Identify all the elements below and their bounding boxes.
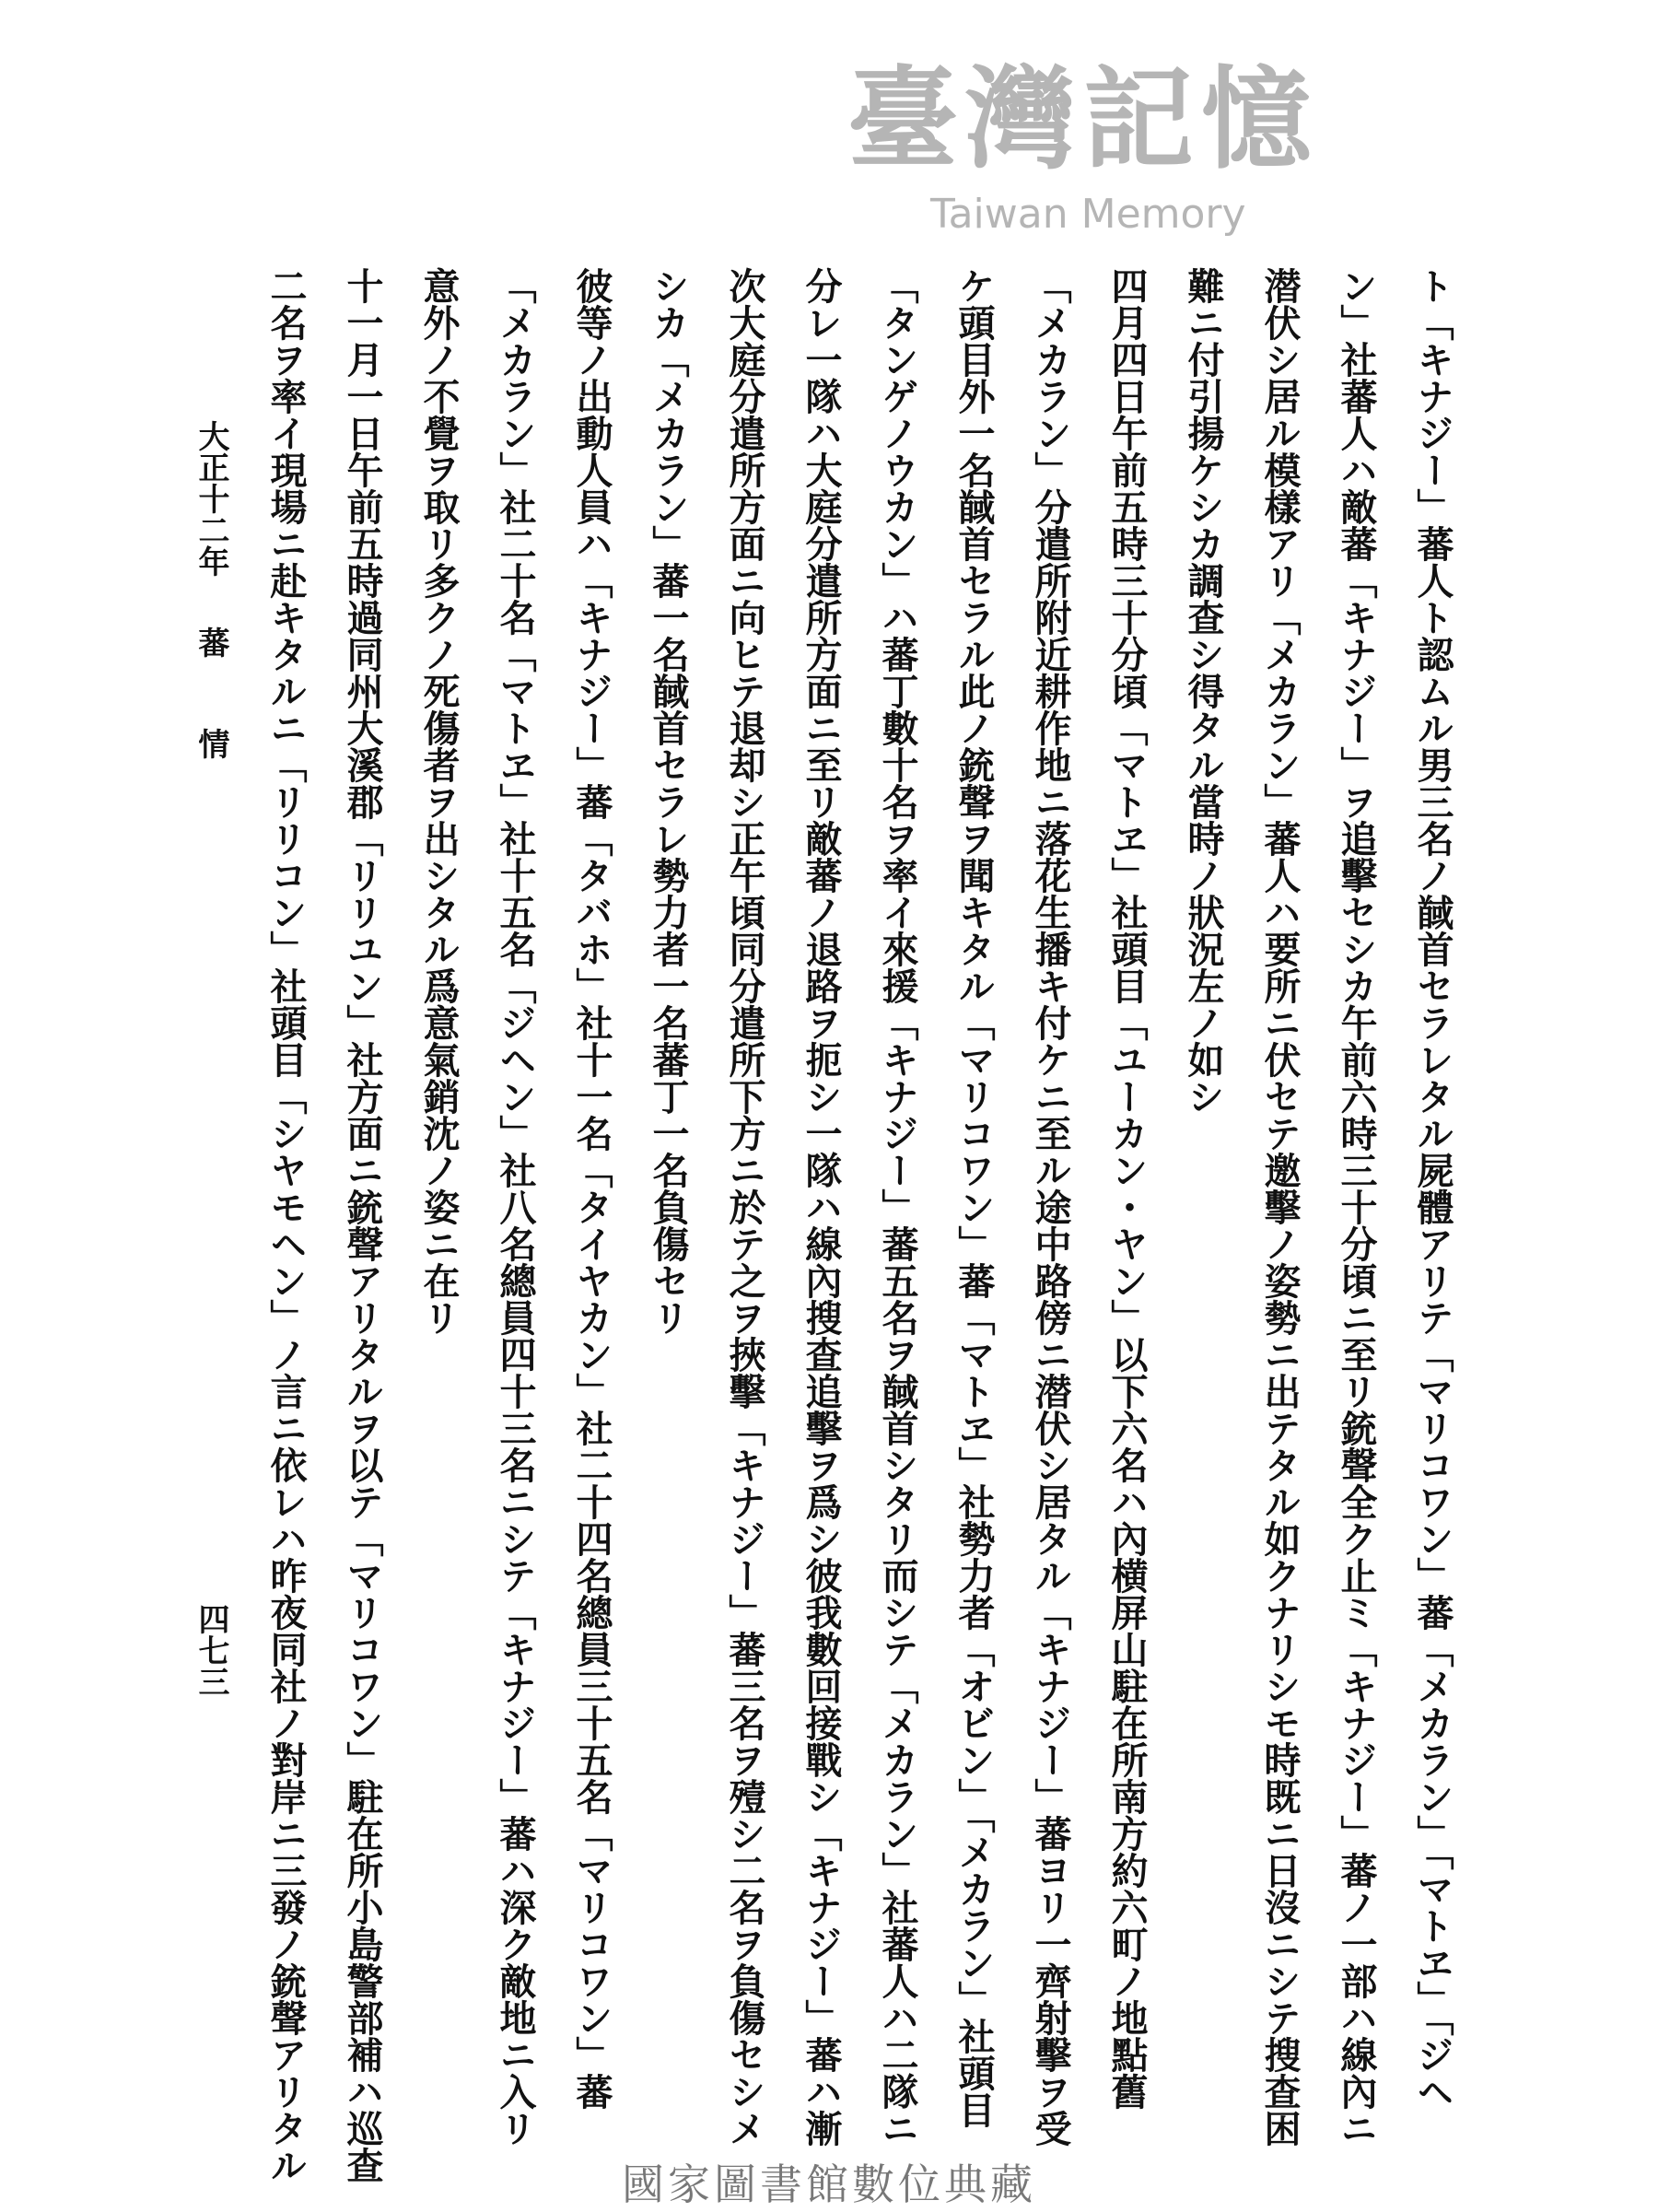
text-column: 難ニ付引揚ケシカ調查シ得タル當時ノ狀況左ノ如シ: [1182, 267, 1225, 1115]
text-column: ン」社蕃人ハ敵蕃「キナジー」ヲ追擊セシカ午前六時三十分頃ニ至リ銃聲全ク止ミ「キナジー」蕃ノ一部ハ線內ニ: [1335, 267, 1378, 2147]
text-column: 「メカラン」社二十名「マトヱ」社十五名「ジヘン」社八名總員四十三名ニシテ「キナジー」蕃ハ深ク敵地ニ入リ: [494, 267, 537, 2147]
text-column: 四月四日午前五時三十分頃「マトヱ」社頭目「ユーカン・ヤン」以下六名ハ內横屏山駐在所南方約六町ノ地點舊: [1105, 267, 1149, 2110]
text-column: ケ頭目外一名馘首セラル此ノ銃聲ヲ聞キタル「マリコワン」蕃「マトヱ」社勢力者「オビン」「メカラン」社頭目: [952, 267, 996, 2128]
text-column: 潜伏シ居ル模樣アリ「メカラン」蕃人ハ要所ニ伏セテ邀擊ノ姿勢ニ出テタル如クナリシモ時既ニ日沒ニシテ搜查困: [1258, 267, 1302, 2147]
text-column: 二名ヲ率イ現場ニ赴キタルニ「リリコン」社頭目「シヤモヘン」ノ言ニ依レハ昨夜同社ノ對岸ニ三發ノ銃聲アリタル: [264, 267, 308, 2183]
text-column: 「メカラン」分遣所附近耕作地ニ落花生播キ付ケニ至ル途中路傍ニ潜伏シ居タル「キナジー」蕃ヨリ一齊射擊ヲ受: [1029, 267, 1072, 2147]
running-header-section: 情: [193, 728, 229, 759]
text-column: 十一月一日午前五時過同州大溪郡「リリユン」社方面ニ銃聲アリタルヲ以テ「マリコワン」駐在所小島警部補ハ巡查: [341, 267, 384, 2183]
text-column: 次大庭分遣所方面ニ向ヒテ退却シ正午頃同分遣所下方ニ於テ之ヲ挾擊「キナジー」蕃三名ヲ殪シ二名ヲ負傷セシメ: [723, 267, 766, 2147]
footer-watermark: 國家圖書館數位典藏: [622, 2159, 1036, 2209]
text-column: 彼等ノ出動人員ハ「キナジー」蕃「タバホ」社十一名「タイヤカン」社二十四名總員三十五名「マリコワン」蕃: [570, 267, 613, 2110]
text-column: 分レ一隊ハ大庭分遣所方面ニ至リ敵蕃ノ退路ヲ扼シ一隊ハ線內搜查追擊ヲ爲シ彼我數回接戰シ「キナジー」蕃ハ漸: [800, 267, 843, 2147]
page-number: 四七三: [193, 1603, 229, 1697]
text-column: シカ「メカラン」蕃一名馘首セラレ勢力者一名蕃丁一名負傷セリ: [647, 267, 690, 1336]
text-column: ト「キナジー」蕃人ト認ムル男三名ノ馘首セラレタル屍體アリテ「マリコワン」蕃「メカラン」「マトヱ」「ジヘ: [1411, 267, 1454, 2110]
watermark-logo-subtitle: Taiwan Memory: [930, 191, 1246, 238]
running-header-section: 蕃: [193, 626, 229, 658]
text-column: 「タンゲノウカン」ハ蕃丁數十名ヲ率イ來援「キナジー」蕃五名ヲ馘首シタリ而シテ「メカラン」社蕃人ハ二隊ニ: [876, 267, 919, 2147]
running-header-title: 大正十二年: [193, 420, 229, 577]
watermark-logo: 臺灣記憶: [847, 54, 1319, 184]
text-column: 意外ノ不覺ヲ取リ多クノ死傷者ヲ出シタル爲意氣銷沈ノ姿ニ在リ: [417, 267, 461, 1336]
